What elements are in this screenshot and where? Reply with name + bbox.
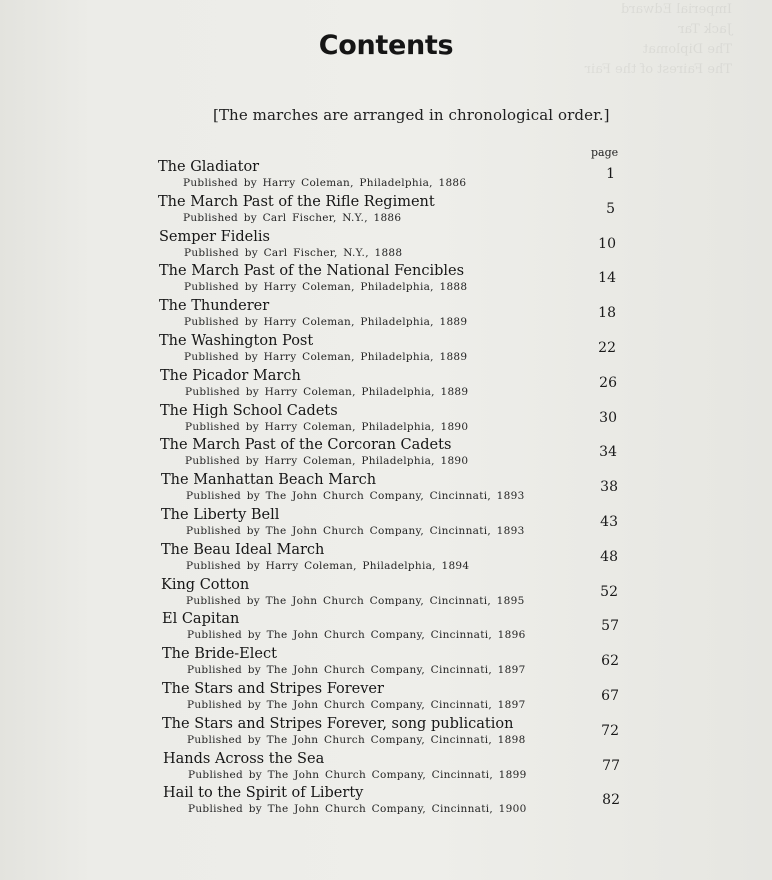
entry-page-number: 52 [600, 583, 618, 600]
entry-publisher: Published by Carl Fischer, N.Y., 1888 [184, 246, 403, 259]
entry-title: The Bride-Elect [162, 646, 277, 663]
entry-title: The March Past of the Rifle Regiment [158, 193, 435, 210]
toc-entry [161, 577, 621, 611]
entry-title: Hands Across the Sea [163, 750, 325, 767]
entry-publisher: Published by The John Church Company, Cincinnati, 1893 [186, 490, 525, 503]
entry-title: The Gladiator [158, 159, 260, 175]
entry-title: The Stars and Stripes Forever [162, 681, 384, 697]
toc-entry [159, 263, 619, 297]
entry-publisher: Published by The John Church Company, Cincinnati, 1897 [187, 664, 526, 677]
toc-entry [163, 751, 623, 785]
entry-title: The Beau Ideal March [161, 541, 325, 558]
entry-page-number: 77 [602, 757, 620, 774]
entry-title: Hail to the Spirit of Liberty [163, 785, 364, 802]
entry-title: The Thunderer [159, 298, 270, 315]
entry-publisher: Published by Harry Coleman, Philadelphia, 1886 [183, 177, 467, 189]
entry-publisher: Published by The John Church Company, Cincinnati, 1895 [186, 594, 525, 607]
entry-publisher: Published by Harry Coleman, Philadelphia, 1889 [184, 316, 468, 329]
entry-publisher: Published by Harry Coleman, Philadelphia, 1890 [185, 455, 469, 468]
entry-page-number: 34 [599, 444, 617, 461]
toc-entry [159, 229, 619, 263]
toc-entry [160, 403, 620, 437]
entry-page-number: 43 [600, 514, 618, 530]
entry-page-number: 72 [601, 722, 619, 739]
entry-page-number: 62 [601, 653, 619, 670]
entry-publisher: Published by Harry Coleman, Philadelphia, 1890 [185, 420, 469, 433]
page-title: Contents [318, 30, 454, 61]
toc-entry [158, 159, 618, 193]
toc-entry [162, 646, 622, 680]
entry-page-number: 48 [600, 548, 618, 565]
toc-entry [161, 542, 621, 576]
entry-title: King Cotton [161, 576, 250, 593]
toc-entry [161, 472, 621, 506]
entry-title: The March Past of the National Fencibles [159, 263, 465, 280]
toc-entry [160, 368, 620, 402]
entry-page-number: 10 [598, 235, 616, 252]
entry-page-number: 22 [598, 340, 616, 356]
entry-publisher: Published by Harry Coleman, Philadelphia, 1889 [185, 385, 469, 398]
entry-page-number: 30 [599, 409, 617, 426]
entry-title: El Capitan [162, 611, 240, 628]
entry-title: The Picador March [160, 367, 301, 384]
entry-page-number: 67 [601, 688, 619, 704]
entry-title: The High School Cadets [160, 402, 338, 419]
toc-entry [160, 437, 620, 471]
entry-publisher: Published by Harry Coleman, Philadelphia, 1889 [184, 351, 468, 363]
entry-publisher: Published by The John Church Company, Cincinnati, 1897 [187, 699, 526, 711]
page-column-label: page [591, 146, 619, 159]
toc-entry [162, 716, 622, 750]
arrangement-note: [The marches are arranged in chronological order.] [213, 106, 610, 124]
toc-entry [162, 611, 622, 645]
entry-page-number: 38 [600, 479, 618, 496]
bleed-through-text: Imperial Edward Jack Tar The Diplomat The Fairest of the Fair [584, 2, 732, 77]
entry-page-number: 14 [598, 270, 616, 287]
entry-title: The March Past of the Corcoran Cadets [160, 437, 452, 454]
entry-title: The Washington Post [159, 333, 314, 349]
entry-title: The Manhattan Beach March [161, 472, 377, 489]
entry-publisher: Published by Harry Coleman, Philadelphia, 1888 [184, 281, 468, 294]
toc-entry [162, 681, 622, 715]
toc-entry [163, 785, 623, 819]
entry-page-number: 18 [598, 305, 616, 322]
entry-publisher: Published by Carl Fischer, N.Y., 1886 [183, 211, 402, 224]
toc-entry [159, 333, 619, 367]
entry-publisher: Published by Harry Coleman, Philadelphia, 1894 [186, 559, 470, 572]
entry-publisher: Published by The John Church Company, Cincinnati, 1893 [186, 525, 525, 537]
entry-publisher: Published by The John Church Company, Cincinnati, 1896 [187, 629, 526, 642]
entry-page-number: 1 [606, 166, 615, 182]
toc-entry [161, 507, 621, 541]
entry-page-number: 5 [606, 200, 615, 217]
entry-publisher: Published by The John Church Company, Cincinnati, 1899 [188, 768, 527, 781]
entry-title: The Liberty Bell [161, 507, 280, 523]
toc-entry [159, 298, 619, 332]
entry-page-number: 82 [602, 792, 620, 809]
entry-page-number: 26 [599, 374, 617, 391]
toc-entry [158, 194, 618, 228]
entry-title: Semper Fidelis [159, 228, 270, 245]
entry-title: The Stars and Stripes Forever, song publication [162, 715, 514, 732]
entry-page-number: 57 [601, 618, 619, 635]
entry-publisher: Published by The John Church Company, Cincinnati, 1898 [187, 733, 526, 746]
entry-publisher: Published by The John Church Company, Cincinnati, 1900 [188, 803, 527, 816]
